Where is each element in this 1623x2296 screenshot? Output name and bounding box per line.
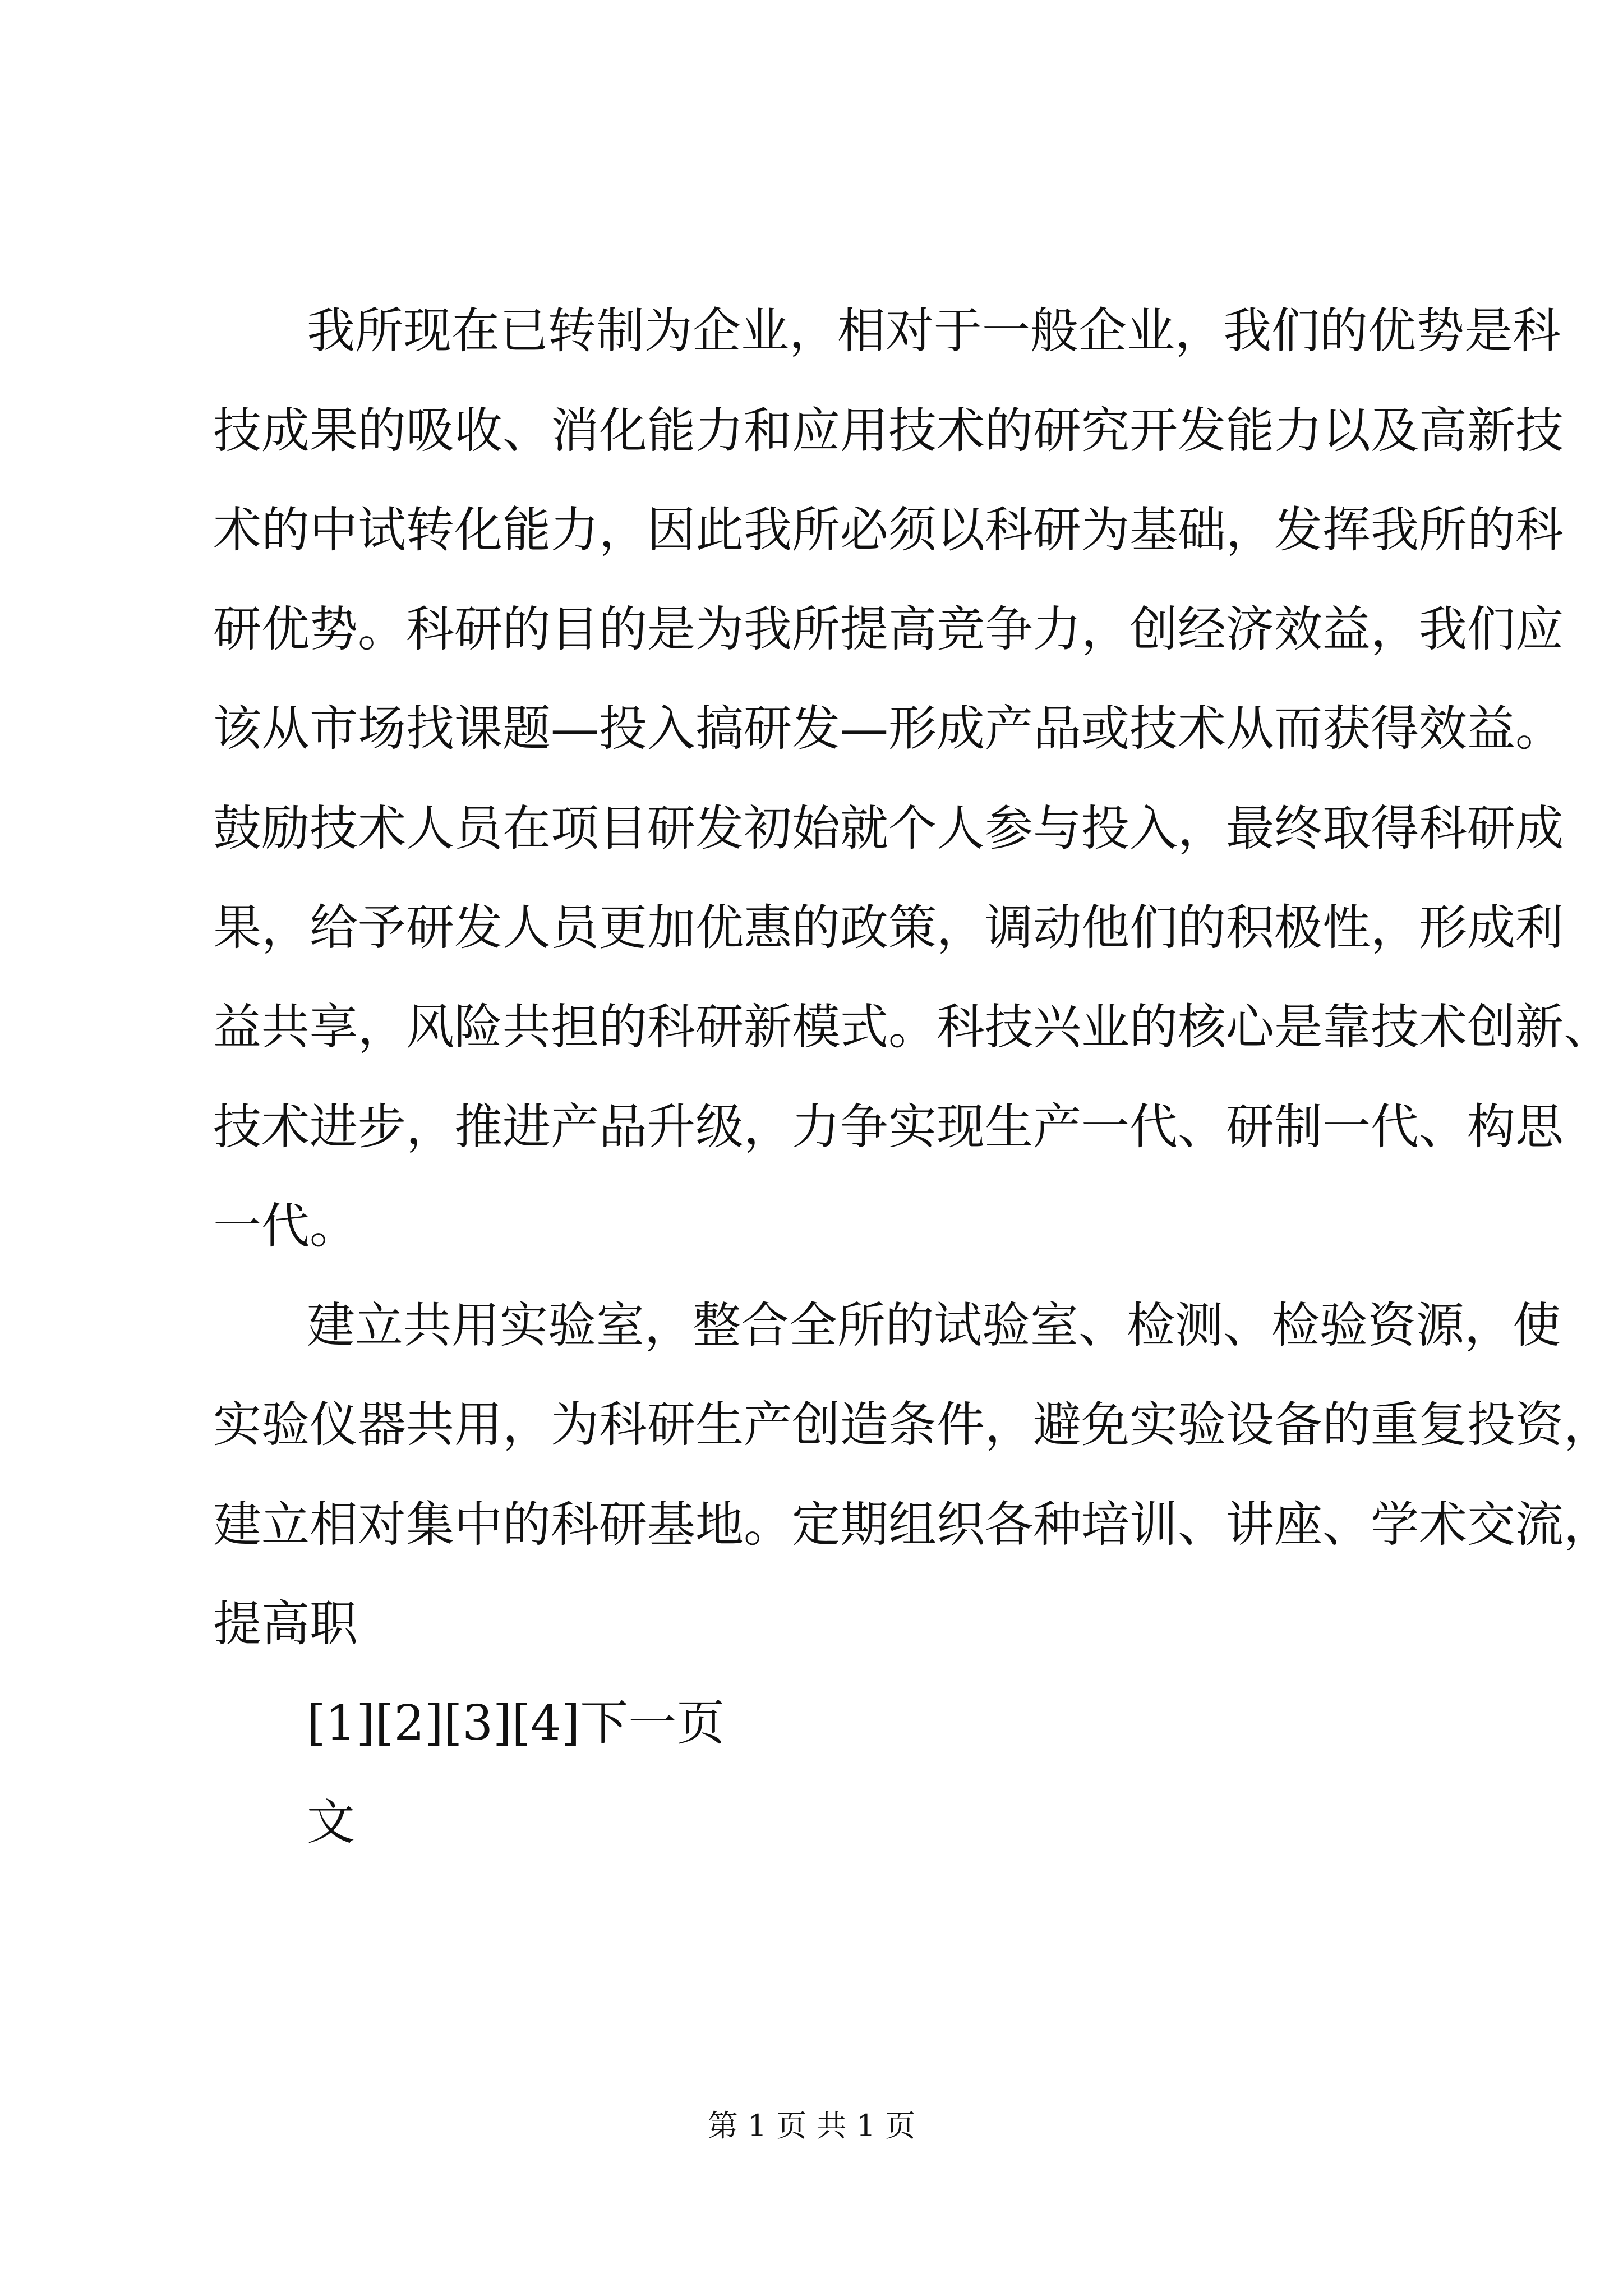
paragraph-1-line-10: 一代。 <box>213 1198 358 1254</box>
page-footer: 第 1 页 共 1 页 <box>707 2108 916 2143</box>
paragraph-1-line-8: 益共享，风险共担的科研新模式。科技兴业的核心是靠技术创新、 <box>213 999 1612 1055</box>
paragraph-1-line-7: 果，给予研发人员更加优惠的政策，调动他们的积极性，形成利 <box>213 900 1564 956</box>
pagination-links[interactable]: [1][2][3][4]下一页 <box>307 1695 725 1751</box>
paragraph-2-line-1: 建立共用实验室，整合全所的试验室、检测、检验资源，使 <box>307 1297 1561 1354</box>
trailing-text: 文 <box>307 1795 355 1851</box>
paragraph-2-line-4: 提高职 <box>213 1596 358 1652</box>
paragraph-2-line-3: 建立相对集中的科研基地。定期组织各种培训、讲座、学术交流， <box>213 1497 1612 1553</box>
paragraph-1-line-2: 技成果的吸收、消化能力和应用技术的研究开发能力以及高新技 <box>213 403 1564 459</box>
paragraph-2-line-2: 实验仪器共用，为科研生产创造条件，避免实验设备的重复投资， <box>213 1397 1612 1453</box>
paragraph-1-line-5: 该从市场找课题—投入搞研发—形成产品或技术从而获得效益。 <box>213 701 1564 757</box>
paragraph-1-line-1: 我所现在已转制为企业，相对于一般企业，我们的优势是科 <box>307 303 1561 359</box>
paragraph-1-line-9: 技术进步，推进产品升级，力争实现生产一代、研制一代、构思 <box>213 1099 1564 1155</box>
paragraph-1-line-6: 鼓励技术人员在项目研发初始就个人参与投入，最终取得科研成 <box>213 800 1564 857</box>
paragraph-1-line-3: 术的中试转化能力，因此我所必须以科研为基础，发挥我所的科 <box>213 502 1564 558</box>
paragraph-1-line-4: 研优势。科研的目的是为我所提高竞争力，创经济效益，我们应 <box>213 601 1564 657</box>
